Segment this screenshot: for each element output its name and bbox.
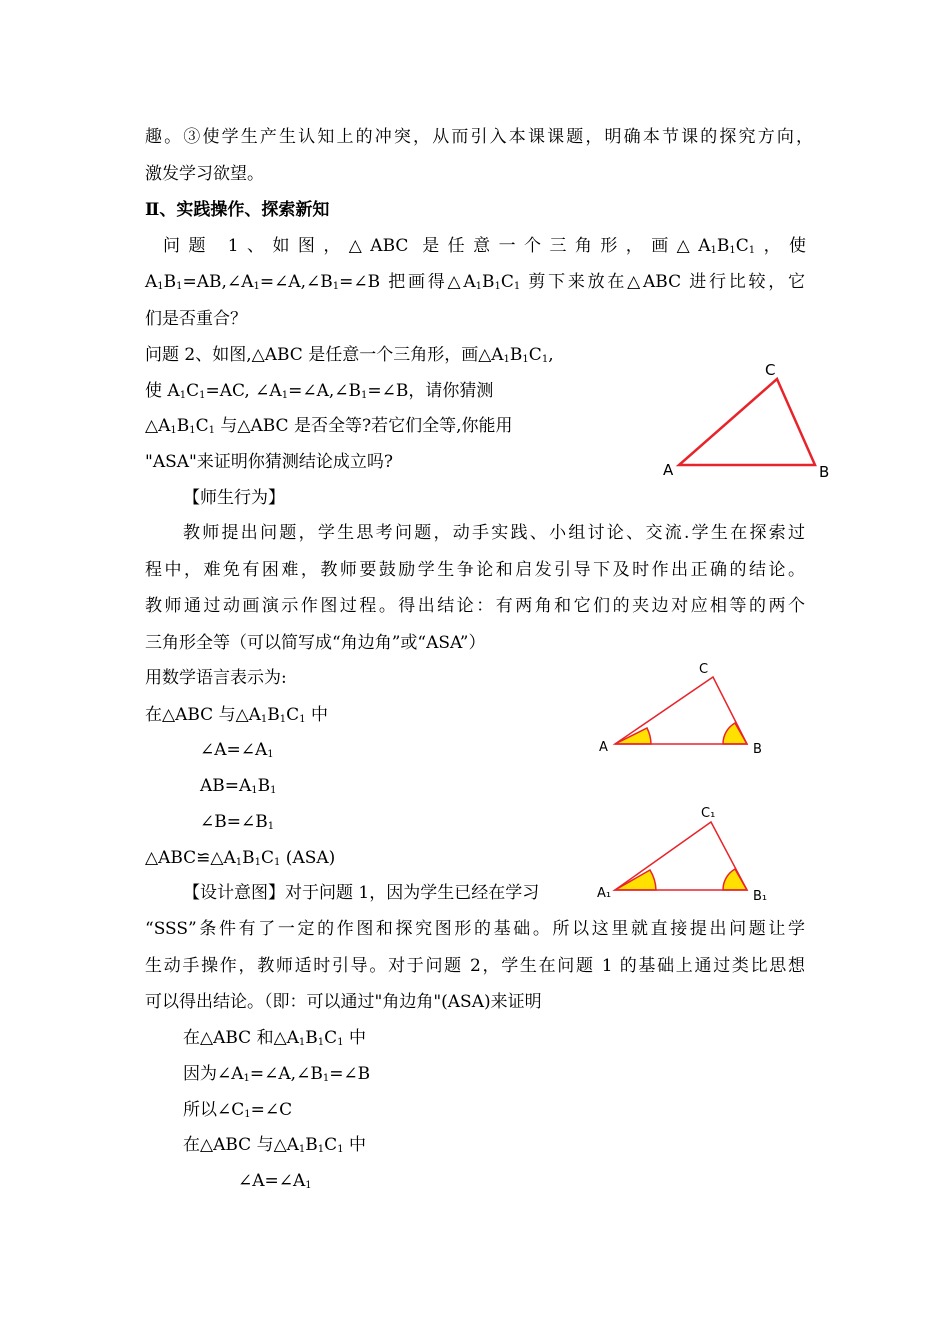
text-line: 在△ABC 与$\triangle A_1B_1C_1$ 中 bbox=[145, 705, 328, 725]
angle-b-marker bbox=[723, 723, 747, 744]
vertex-label-b: B bbox=[753, 742, 762, 757]
triangle-abc-angles-figure bbox=[595, 655, 780, 760]
text-line: $\triangle ABC≌\triangle A_1B_1C_1$ (ASA) bbox=[145, 848, 336, 868]
text-line: 教师提出问题，学生思考问题，动手实践、小组讨论、交流.学生在探索过 bbox=[183, 523, 805, 543]
angle-a-marker bbox=[615, 728, 651, 744]
vertex-label-c: C bbox=[765, 361, 776, 379]
vertex-label-b1: B₁ bbox=[753, 889, 768, 904]
triangle-abc bbox=[679, 379, 815, 465]
text-line: 所以$\angle C_1=\angle C$ bbox=[183, 1100, 293, 1120]
text-line: 使 $A_1C_1=AC$, $\angle A_1=\angle A,\angle B_1=\angle B$，请你猜测 bbox=[145, 381, 494, 401]
text-line: 问题 2、如图,△ABC 是任意一个三角形，画$\triangle A_1B_1C_1$, bbox=[145, 345, 554, 365]
text-line: $AB=A_1B_1$ bbox=[200, 776, 277, 796]
angle-a1-marker bbox=[615, 870, 656, 890]
text-line: 可以得出结论。（即：可以通过"角边角"(ASA)来证明 bbox=[145, 992, 542, 1012]
vertex-label-a: A bbox=[663, 461, 674, 479]
vertex-label-a1: A₁ bbox=[597, 886, 612, 901]
text-line: 在△ABC 和$\triangle A_1B_1C_1$ 中 bbox=[183, 1028, 366, 1048]
text-line: 【师生行为】 bbox=[183, 488, 285, 508]
text-line: $\angle A=\angle A_1$ bbox=[200, 740, 274, 760]
text-line: $\triangle A_1B_1C_1$ 与△ABC 是否全等?若它们全等,你能用 bbox=[145, 416, 513, 436]
text-line: $A_1B_1=AB,\angle A_1=\angle A,\angle B_1=\angle B$ 把画得$\triangle A_1B_1C_1$ 剪下来放在△ABC 进行比较，它 bbox=[145, 272, 805, 292]
text-line: $\angle A=\angle A_1$ bbox=[238, 1171, 312, 1191]
text-line: 用数学语言表示为: bbox=[145, 668, 287, 688]
section-heading: Ⅱ、实践操作、探索新知 bbox=[145, 200, 330, 220]
text-line: 教师通过动画演示作图过程。得出结论：有两角和它们的夹边对应相等的两个 bbox=[145, 596, 805, 616]
text-line: 三角形全等（可以简写成“角边角”或“ASA”） bbox=[145, 633, 486, 653]
text-line: 趣。③使学生产生认知上的冲突，从而引入本课课题，明确本节课的探究方向， bbox=[145, 127, 813, 147]
text-line: 在△ABC 与$\triangle A_1B_1C_1$ 中 bbox=[183, 1135, 366, 1155]
text-line: 生动手操作，教师适时引导。对于问题 2，学生在问题 1 的基础上通过类比思想 bbox=[145, 956, 805, 976]
triangle-a1b1c1-figure bbox=[595, 798, 780, 908]
text-line: 因为$\angle A_1=\angle A,\angle B_1=\angle B$ bbox=[183, 1064, 371, 1084]
text-line: 问题 1、如图，△ABC 是任意一个三角形，画$\triangle A_1B_1C_1$，使 bbox=[163, 236, 807, 256]
triangle-abc-figure bbox=[655, 355, 845, 485]
vertex-label-a: A bbox=[599, 740, 608, 755]
text-line: “SSS”条件有了一定的作图和探究图形的基础。所以这里就直接提出问题让学 bbox=[145, 919, 805, 939]
text-line: 程中，难免有困难，教师要鼓励学生争论和启发引导下及时作出正确的结论。 bbox=[145, 560, 805, 580]
angle-b1-marker bbox=[723, 869, 747, 890]
text-line: $\angle B=\angle B_1$ bbox=[200, 812, 275, 832]
text-line: 【设计意图】对于问题 1，因为学生已经在学习 bbox=[183, 883, 540, 903]
text-line: 激发学习欲望。 bbox=[145, 164, 264, 184]
text-line: 们是否重合？ bbox=[145, 309, 247, 329]
vertex-label-c1: C₁ bbox=[701, 806, 716, 821]
vertex-label-c: C bbox=[699, 662, 709, 677]
vertex-label-b: B bbox=[819, 463, 830, 481]
text-line: "ASA"来证明你猜测结论成立吗? bbox=[145, 452, 393, 472]
